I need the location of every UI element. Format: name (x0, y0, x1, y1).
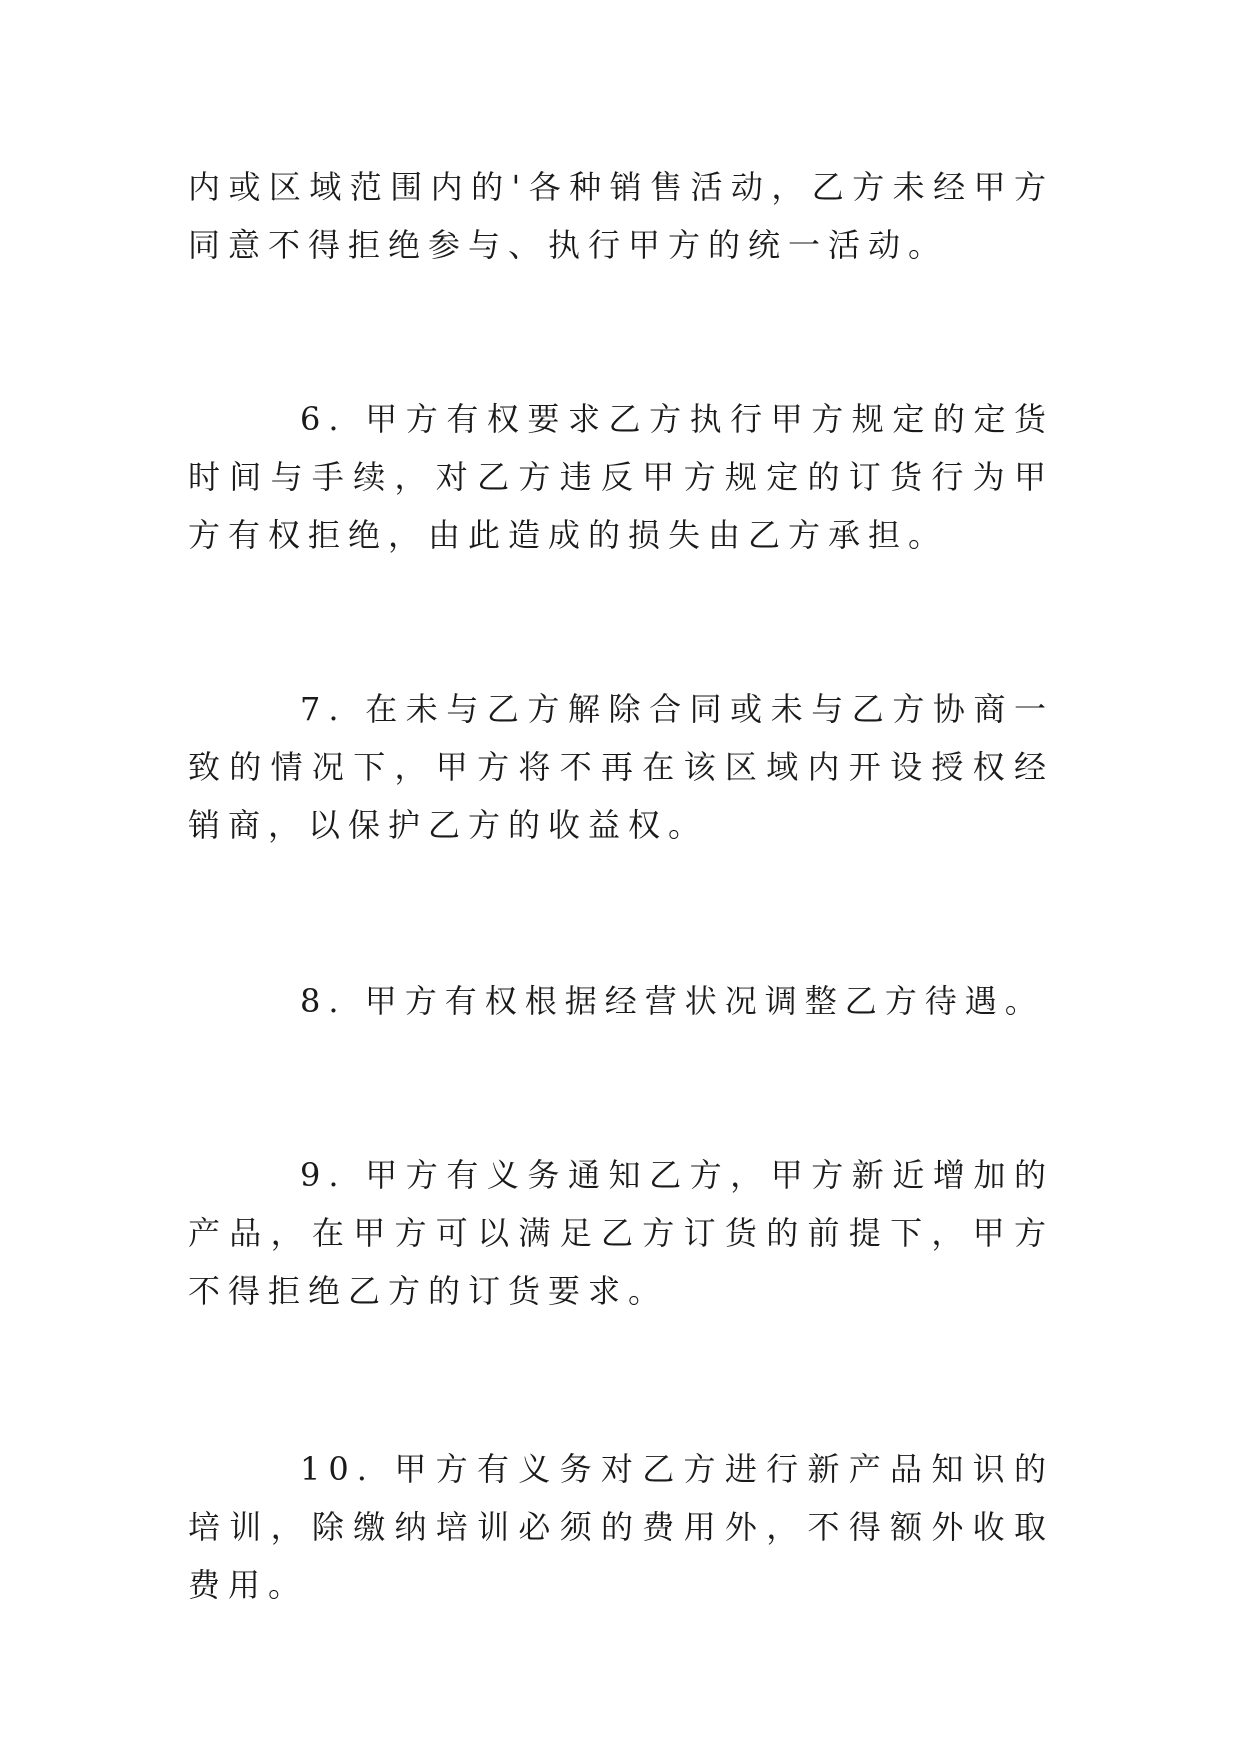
paragraph-continuation: 内或区域范围内的'各种销售活动，乙方未经甲方同意不得拒绝参与、执行甲方的统一活动。 (188, 168, 1054, 264)
clause-8: 8. 甲方有权根据经营状况调整乙方待遇。 (300, 982, 1045, 1020)
clause-9: 9. 甲方有义务通知乙方，甲方新近增加的产品，在甲方可以满足乙方订货的前提下，甲方不得拒绝乙方的订货要求。 (188, 1156, 1054, 1310)
clause-10: 10. 甲方有义务对乙方进行新产品知识的培训，除缴纳培训必须的费用外，不得额外收取费用。 (188, 1450, 1054, 1604)
clause-6: 6. 甲方有权要求乙方执行甲方规定的定货时间与手续，对乙方违反甲方规定的订货行为甲方有权拒绝，由此造成的损失由乙方承担。 (188, 400, 1054, 554)
clause-7: 7. 在未与乙方解除合同或未与乙方协商一致的情况下，甲方将不再在该区域内开设授权经销商，以保护乙方的收益权。 (188, 690, 1054, 844)
